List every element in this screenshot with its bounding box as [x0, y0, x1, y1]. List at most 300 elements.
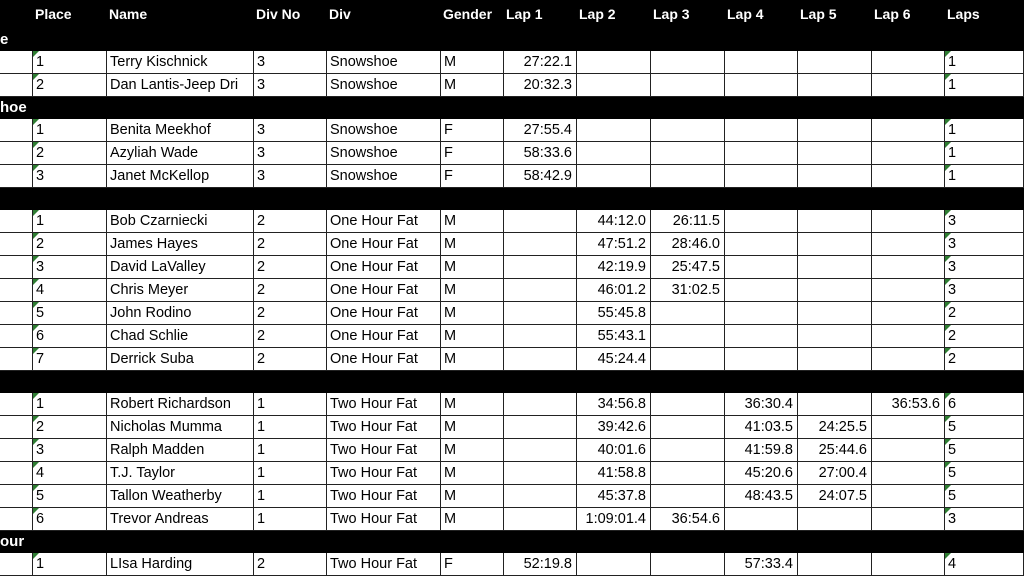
cell-laps[interactable]: [945, 508, 1024, 531]
row-gutter-cell[interactable]: [0, 233, 33, 256]
row-gutter-cell[interactable]: [0, 393, 33, 416]
cell-lap5[interactable]: [798, 74, 872, 97]
cell-div-no[interactable]: [254, 462, 327, 485]
cell-lap5[interactable]: [798, 462, 872, 485]
cell-place[interactable]: [33, 416, 107, 439]
cell-text: 28:46.0: [671, 236, 720, 252]
cell-place[interactable]: [33, 485, 107, 508]
cell-div[interactable]: [327, 165, 441, 188]
cell-lap3[interactable]: [651, 279, 725, 302]
cell-place[interactable]: [33, 142, 107, 165]
cell-lap3[interactable]: [651, 233, 725, 256]
cell-lap1[interactable]: [504, 51, 577, 74]
column-header[interactable]: Div No: [256, 6, 301, 22]
cell-lap5[interactable]: [798, 553, 872, 576]
cell-text: 3: [948, 213, 957, 229]
cell-text: 1: [948, 145, 957, 161]
cell-laps[interactable]: [945, 439, 1024, 462]
cell-lap5[interactable]: [798, 233, 872, 256]
cell-div-no[interactable]: [254, 233, 327, 256]
row-gutter-cell[interactable]: [0, 51, 33, 74]
cell-text: 45:20.6: [744, 465, 793, 481]
cell-div-no[interactable]: [254, 325, 327, 348]
cell-laps[interactable]: [945, 553, 1024, 576]
cell-place[interactable]: [33, 302, 107, 325]
cell-lap1[interactable]: [504, 462, 577, 485]
cell-gender[interactable]: [441, 210, 504, 233]
cell-lap6[interactable]: [872, 416, 945, 439]
cell-text: 3: [948, 511, 957, 527]
cell-lap2[interactable]: [577, 119, 651, 142]
cell-text: M: [444, 442, 457, 458]
cell-name[interactable]: [107, 302, 254, 325]
column-header[interactable]: Name: [109, 6, 148, 22]
cell-lap4[interactable]: [725, 119, 798, 142]
cell-name[interactable]: [107, 416, 254, 439]
cell-lap6[interactable]: [872, 233, 945, 256]
cell-laps[interactable]: [945, 119, 1024, 142]
cell-div-no[interactable]: [254, 210, 327, 233]
cell-lap4[interactable]: [725, 279, 798, 302]
cell-laps[interactable]: [945, 302, 1024, 325]
cell-gender[interactable]: [441, 256, 504, 279]
column-header[interactable]: Lap 1: [506, 6, 543, 22]
cell-lap2[interactable]: [577, 165, 651, 188]
cell-lap4[interactable]: [725, 439, 798, 462]
cell-text: Robert Richardson: [110, 396, 231, 412]
cell-lap4[interactable]: [725, 51, 798, 74]
cell-laps[interactable]: [945, 325, 1024, 348]
cell-lap3[interactable]: [651, 142, 725, 165]
cell-lap4[interactable]: [725, 553, 798, 576]
cell-lap6[interactable]: [872, 74, 945, 97]
cell-text: 6: [36, 511, 45, 527]
cell-text: 45:24.4: [597, 351, 646, 367]
cell-div-no[interactable]: [254, 119, 327, 142]
cell-name[interactable]: [107, 119, 254, 142]
cell-lap4[interactable]: [725, 210, 798, 233]
column-header[interactable]: Laps: [947, 6, 980, 22]
cell-lap2[interactable]: [577, 256, 651, 279]
cell-text: 26:11.5: [672, 213, 720, 229]
cell-text: 5: [36, 305, 45, 321]
cell-lap1[interactable]: [504, 74, 577, 97]
cell-lap6[interactable]: [872, 508, 945, 531]
table-row: [0, 302, 1024, 325]
cell-lap5[interactable]: [798, 485, 872, 508]
cell-div[interactable]: [327, 439, 441, 462]
cell-lap2[interactable]: [577, 233, 651, 256]
cell-name[interactable]: [107, 51, 254, 74]
cell-lap3[interactable]: [651, 508, 725, 531]
cell-lap1[interactable]: [504, 165, 577, 188]
cell-lap1[interactable]: [504, 485, 577, 508]
row-gutter-cell[interactable]: [0, 74, 33, 97]
cell-lap6[interactable]: [872, 165, 945, 188]
cell-text: F: [444, 145, 453, 161]
cell-laps[interactable]: [945, 416, 1024, 439]
cell-lap2[interactable]: [577, 439, 651, 462]
cell-laps[interactable]: [945, 348, 1024, 371]
column-header[interactable]: Lap 6: [874, 6, 911, 22]
cell-lap3[interactable]: [651, 325, 725, 348]
column-header[interactable]: Gender: [443, 6, 493, 22]
cell-text: Snowshoe: [330, 168, 398, 184]
cell-laps[interactable]: [945, 462, 1024, 485]
cell-name[interactable]: [107, 256, 254, 279]
cell-div[interactable]: [327, 416, 441, 439]
cell-lap1[interactable]: [504, 302, 577, 325]
cell-div-no[interactable]: [254, 256, 327, 279]
cell-text: F: [444, 556, 453, 572]
cell-div[interactable]: [327, 485, 441, 508]
cell-div[interactable]: [327, 393, 441, 416]
row-gutter-cell[interactable]: [0, 508, 33, 531]
row-gutter-cell[interactable]: [0, 553, 33, 576]
cell-lap2[interactable]: [577, 74, 651, 97]
cell-gender[interactable]: [441, 462, 504, 485]
cell-lap5[interactable]: [798, 165, 872, 188]
cell-lap6[interactable]: [872, 256, 945, 279]
cell-lap6[interactable]: [872, 462, 945, 485]
cell-gender[interactable]: [441, 393, 504, 416]
cell-div-no[interactable]: [254, 51, 327, 74]
cell-place[interactable]: [33, 51, 107, 74]
cell-div[interactable]: [327, 233, 441, 256]
cell-lap4[interactable]: [725, 302, 798, 325]
cell-lap5[interactable]: [798, 393, 872, 416]
number-as-text-indicator-icon: [33, 233, 39, 239]
cell-gender[interactable]: [441, 165, 504, 188]
cell-name[interactable]: [107, 439, 254, 462]
cell-lap3[interactable]: [651, 553, 725, 576]
cell-place[interactable]: [33, 508, 107, 531]
number-as-text-indicator-icon: [33, 74, 39, 80]
cell-lap6[interactable]: [872, 485, 945, 508]
cell-lap1[interactable]: [504, 233, 577, 256]
cell-lap4[interactable]: [725, 233, 798, 256]
cell-div-no[interactable]: [254, 393, 327, 416]
row-gutter-cell[interactable]: [0, 485, 33, 508]
cell-lap4[interactable]: [725, 256, 798, 279]
number-as-text-indicator-icon: [945, 210, 951, 216]
cell-name[interactable]: [107, 74, 254, 97]
cell-lap3[interactable]: [651, 210, 725, 233]
cell-lap4[interactable]: [725, 462, 798, 485]
cell-div[interactable]: [327, 142, 441, 165]
column-header[interactable]: Lap 5: [800, 6, 837, 22]
cell-place[interactable]: [33, 393, 107, 416]
cell-lap2[interactable]: [577, 279, 651, 302]
cell-gender[interactable]: [441, 508, 504, 531]
cell-div-no[interactable]: [254, 508, 327, 531]
row-gutter-cell[interactable]: [0, 439, 33, 462]
cell-lap3[interactable]: [651, 348, 725, 371]
cell-div-no[interactable]: [254, 553, 327, 576]
cell-lap6[interactable]: [872, 393, 945, 416]
cell-lap6[interactable]: [872, 439, 945, 462]
cell-lap6[interactable]: [872, 348, 945, 371]
row-gutter-cell[interactable]: [0, 165, 33, 188]
cell-name[interactable]: [107, 233, 254, 256]
cell-laps[interactable]: [945, 233, 1024, 256]
cell-place[interactable]: [33, 233, 107, 256]
cell-div-no[interactable]: [254, 279, 327, 302]
cell-div[interactable]: [327, 302, 441, 325]
cell-lap2[interactable]: [577, 508, 651, 531]
cell-lap4[interactable]: [725, 485, 798, 508]
cell-div-no[interactable]: [254, 348, 327, 371]
cell-lap5[interactable]: [798, 302, 872, 325]
cell-text: 41:03.5: [744, 419, 793, 435]
cell-place[interactable]: [33, 553, 107, 576]
cell-lap2[interactable]: [577, 462, 651, 485]
number-as-text-indicator-icon: [33, 553, 39, 559]
cell-laps[interactable]: [945, 165, 1024, 188]
cell-lap4[interactable]: [725, 348, 798, 371]
cell-gender[interactable]: [441, 51, 504, 74]
row-gutter-cell[interactable]: [0, 279, 33, 302]
cell-lap2[interactable]: [577, 302, 651, 325]
cell-text: T.J. Taylor: [110, 465, 176, 481]
cell-div[interactable]: [327, 51, 441, 74]
cell-text: 1: [948, 54, 957, 70]
cell-lap2[interactable]: [577, 348, 651, 371]
cell-lap1[interactable]: [504, 256, 577, 279]
row-gutter-cell[interactable]: [0, 256, 33, 279]
row-gutter-cell[interactable]: [0, 348, 33, 371]
cell-lap6[interactable]: [872, 279, 945, 302]
cell-lap3[interactable]: [651, 462, 725, 485]
cell-laps[interactable]: [945, 485, 1024, 508]
cell-laps[interactable]: [945, 210, 1024, 233]
cell-div[interactable]: [327, 74, 441, 97]
cell-text: 4: [36, 465, 45, 481]
cell-lap1[interactable]: [504, 416, 577, 439]
number-as-text-indicator-icon: [945, 256, 951, 262]
cell-lap3[interactable]: [651, 119, 725, 142]
cell-name[interactable]: [107, 508, 254, 531]
table-row: [0, 485, 1024, 508]
cell-text: 2: [257, 305, 266, 321]
cell-place[interactable]: [33, 119, 107, 142]
cell-gender[interactable]: [441, 279, 504, 302]
cell-gender[interactable]: [441, 416, 504, 439]
cell-laps[interactable]: [945, 256, 1024, 279]
cell-gender[interactable]: [441, 348, 504, 371]
cell-lap3[interactable]: [651, 416, 725, 439]
cell-gender[interactable]: [441, 74, 504, 97]
cell-div-no[interactable]: [254, 416, 327, 439]
cell-lap3[interactable]: [651, 74, 725, 97]
cell-lap3[interactable]: [651, 165, 725, 188]
cell-lap6[interactable]: [872, 142, 945, 165]
cell-lap6[interactable]: [872, 325, 945, 348]
cell-name[interactable]: [107, 462, 254, 485]
cell-lap4[interactable]: [725, 416, 798, 439]
cell-div-no[interactable]: [254, 142, 327, 165]
cell-lap6[interactable]: [872, 119, 945, 142]
column-header[interactable]: Lap 3: [653, 6, 690, 22]
table-row: [0, 508, 1024, 531]
cell-gender[interactable]: [441, 325, 504, 348]
cell-lap4[interactable]: [725, 142, 798, 165]
cell-place[interactable]: [33, 74, 107, 97]
row-gutter-cell[interactable]: [0, 119, 33, 142]
row-gutter-cell[interactable]: [0, 416, 33, 439]
cell-text: 58:33.6: [523, 145, 572, 161]
cell-place[interactable]: [33, 439, 107, 462]
cell-lap2[interactable]: [577, 553, 651, 576]
cell-div[interactable]: [327, 119, 441, 142]
row-gutter-cell[interactable]: [0, 462, 33, 485]
cell-lap3[interactable]: [651, 485, 725, 508]
cell-lap2[interactable]: [577, 485, 651, 508]
cell-laps[interactable]: [945, 51, 1024, 74]
cell-lap3[interactable]: [651, 302, 725, 325]
cell-lap5[interactable]: [798, 210, 872, 233]
table-row: [0, 210, 1024, 233]
cell-div[interactable]: [327, 279, 441, 302]
cell-gender[interactable]: [441, 485, 504, 508]
cell-lap2[interactable]: [577, 325, 651, 348]
cell-lap5[interactable]: [798, 439, 872, 462]
cell-div-no[interactable]: [254, 302, 327, 325]
cell-lap2[interactable]: [577, 142, 651, 165]
cell-text: 3: [36, 259, 45, 275]
cell-name[interactable]: [107, 165, 254, 188]
cell-lap1[interactable]: [504, 142, 577, 165]
cell-lap3[interactable]: [651, 51, 725, 74]
column-header[interactable]: Place: [35, 6, 72, 22]
cell-lap1[interactable]: [504, 210, 577, 233]
cell-lap4[interactable]: [725, 74, 798, 97]
cell-lap2[interactable]: [577, 51, 651, 74]
cell-lap3[interactable]: [651, 256, 725, 279]
cell-div-no[interactable]: [254, 439, 327, 462]
cell-lap5[interactable]: [798, 256, 872, 279]
cell-name[interactable]: [107, 279, 254, 302]
cell-laps[interactable]: [945, 142, 1024, 165]
cell-lap1[interactable]: [504, 348, 577, 371]
cell-laps[interactable]: [945, 74, 1024, 97]
cell-name[interactable]: [107, 325, 254, 348]
cell-lap5[interactable]: [798, 142, 872, 165]
cell-place[interactable]: [33, 348, 107, 371]
cell-place[interactable]: [33, 210, 107, 233]
number-as-text-indicator-icon: [945, 279, 951, 285]
cell-lap3[interactable]: [651, 393, 725, 416]
cell-text: 2: [948, 328, 957, 344]
cell-div[interactable]: [327, 348, 441, 371]
cell-lap1[interactable]: [504, 119, 577, 142]
cell-place[interactable]: [33, 165, 107, 188]
cell-gender[interactable]: [441, 439, 504, 462]
cell-div[interactable]: [327, 325, 441, 348]
cell-text: 2: [36, 145, 45, 161]
cell-lap5[interactable]: [798, 348, 872, 371]
column-header[interactable]: Lap 4: [727, 6, 764, 22]
cell-lap1[interactable]: [504, 325, 577, 348]
cell-lap5[interactable]: [798, 416, 872, 439]
cell-laps[interactable]: [945, 279, 1024, 302]
cell-lap1[interactable]: [504, 508, 577, 531]
cell-lap4[interactable]: [725, 393, 798, 416]
cell-place[interactable]: [33, 279, 107, 302]
cell-div[interactable]: [327, 508, 441, 531]
cell-text: 25:44.6: [818, 442, 867, 458]
cell-place[interactable]: [33, 462, 107, 485]
table-row: [0, 393, 1024, 416]
cell-lap5[interactable]: [798, 51, 872, 74]
cell-place[interactable]: [33, 256, 107, 279]
cell-div-no[interactable]: [254, 485, 327, 508]
cell-div-no[interactable]: [254, 165, 327, 188]
cell-name[interactable]: [107, 393, 254, 416]
cell-name[interactable]: [107, 348, 254, 371]
cell-lap2[interactable]: [577, 416, 651, 439]
cell-div[interactable]: [327, 256, 441, 279]
cell-gender[interactable]: [441, 142, 504, 165]
cell-text: 1: [257, 396, 266, 412]
cell-lap1[interactable]: [504, 439, 577, 462]
cell-lap5[interactable]: [798, 279, 872, 302]
cell-name[interactable]: [107, 142, 254, 165]
cell-lap6[interactable]: [872, 51, 945, 74]
row-gutter-cell[interactable]: [0, 325, 33, 348]
cell-div[interactable]: [327, 210, 441, 233]
cell-laps[interactable]: [945, 393, 1024, 416]
cell-lap4[interactable]: [725, 165, 798, 188]
cell-lap2[interactable]: [577, 210, 651, 233]
cell-lap1[interactable]: [504, 279, 577, 302]
group-header-row: [0, 29, 1024, 51]
table-row: [0, 165, 1024, 188]
number-as-text-indicator-icon: [945, 142, 951, 148]
cell-gender[interactable]: [441, 302, 504, 325]
cell-lap1[interactable]: [504, 393, 577, 416]
cell-place[interactable]: [33, 325, 107, 348]
cell-lap5[interactable]: [798, 325, 872, 348]
cell-div[interactable]: [327, 553, 441, 576]
cell-lap6[interactable]: [872, 210, 945, 233]
row-gutter-cell[interactable]: [0, 210, 33, 233]
cell-lap6[interactable]: [872, 553, 945, 576]
cell-lap3[interactable]: [651, 439, 725, 462]
cell-name[interactable]: [107, 553, 254, 576]
cell-lap5[interactable]: [798, 508, 872, 531]
cell-lap1[interactable]: [504, 553, 577, 576]
cell-lap6[interactable]: [872, 302, 945, 325]
cell-gender[interactable]: [441, 553, 504, 576]
cell-name[interactable]: [107, 210, 254, 233]
cell-lap4[interactable]: [725, 508, 798, 531]
column-header[interactable]: Div: [329, 6, 351, 22]
row-gutter-cell[interactable]: [0, 142, 33, 165]
cell-text: 1: [36, 396, 45, 412]
cell-div-no[interactable]: [254, 74, 327, 97]
cell-gender[interactable]: [441, 119, 504, 142]
cell-div[interactable]: [327, 462, 441, 485]
number-as-text-indicator-icon: [33, 416, 39, 422]
cell-lap2[interactable]: [577, 393, 651, 416]
cell-lap4[interactable]: [725, 325, 798, 348]
cell-gender[interactable]: [441, 233, 504, 256]
column-header[interactable]: Lap 2: [579, 6, 616, 22]
row-gutter-cell[interactable]: [0, 302, 33, 325]
cell-lap5[interactable]: [798, 119, 872, 142]
cell-name[interactable]: [107, 485, 254, 508]
